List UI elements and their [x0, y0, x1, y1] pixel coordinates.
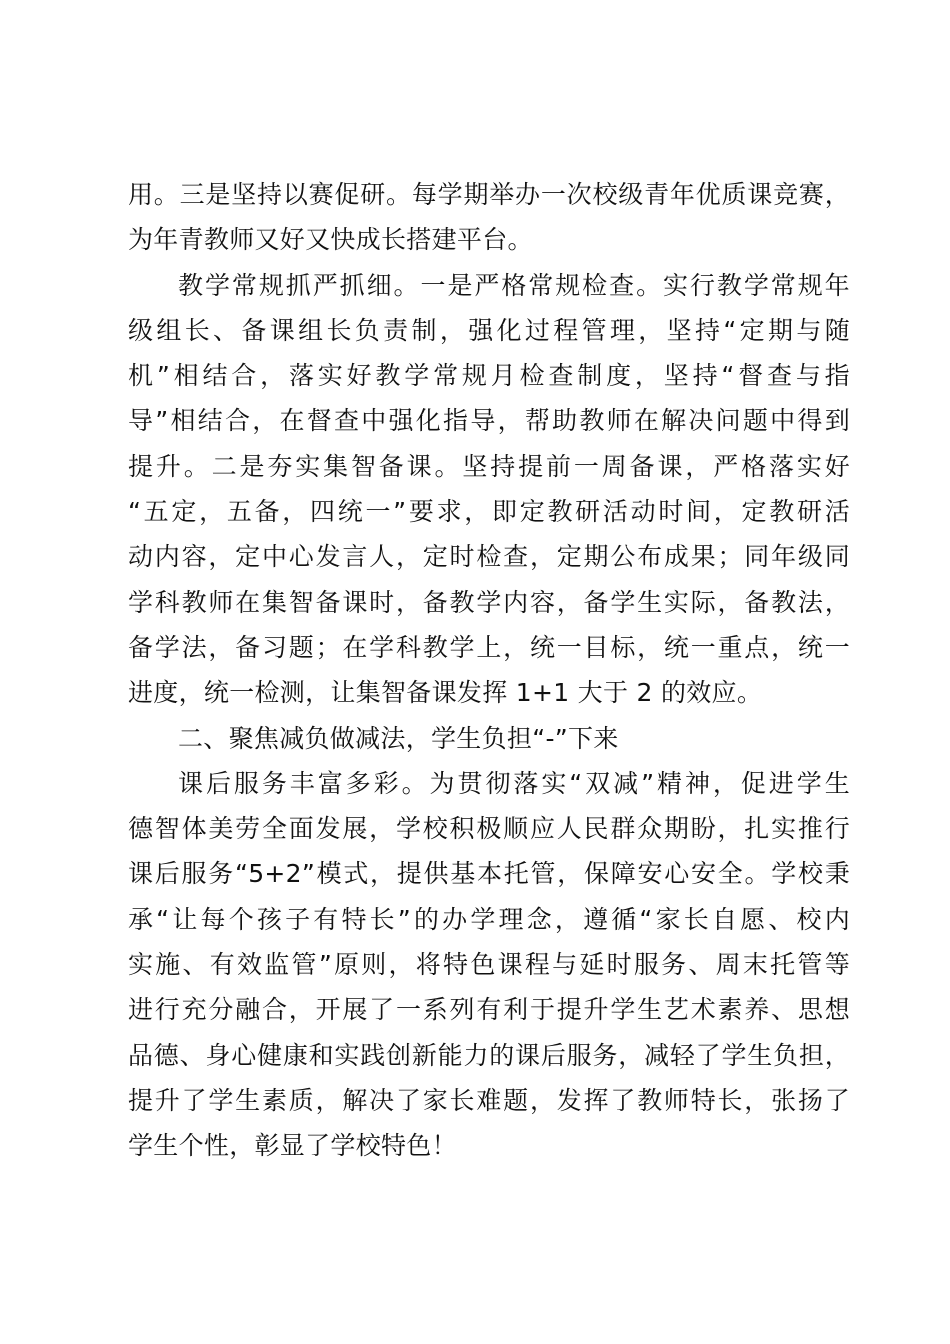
text-line: 导”相结合，在督查中强化指导，帮助教师在解决问题中得到 — [128, 406, 850, 436]
paragraph-start-line: 教学常规抓严抓细。一是严格常规检查。实行教学常规年 — [178, 270, 850, 300]
document-body — [128, 172, 850, 1169]
text-line: 实施、有效监管”原则，将特色课程与延时服务、周末托管等 — [128, 950, 850, 980]
text-line: 用。三是坚持以赛促研。每学期举办一次校级青年优质课竞赛， — [128, 180, 850, 209]
text-line: 为年青教师又好又快成长搭建平台。 — [128, 225, 533, 255]
text-line: 学科教师在集智备课时，备教学内容，备学生实际，备教法， — [128, 587, 850, 617]
text-line: 备学法，备习题；在学科教学上，统一目标，统一重点，统一 — [128, 632, 850, 662]
text-line: 德智体美劳全面发展，学校积极顺应人民群众期盼，扎实推行 — [128, 814, 850, 844]
paragraph-start-line: 二、聚焦减负做减法，学生负担“-”下来 — [178, 723, 619, 753]
paragraph-start-line: 课后服务丰富多彩。为贯彻落实“双减”精神，促进学生 — [178, 768, 850, 798]
text-line: 提升了学生素质，解决了家长难题，发挥了教师特长，张扬了 — [128, 1085, 850, 1115]
text-line: “五定，五备，四统一”要求，即定教研活动时间，定教研活 — [128, 497, 850, 527]
text-line: 进度，统一检测，让集智备课发挥 1+1 大于 2 的效应。 — [128, 678, 763, 708]
text-line: 进行充分融合，开展了一系列有利于提升学生艺术素养、思想 — [128, 995, 850, 1025]
text-line: 品德、身心健康和实践创新能力的课后服务，减轻了学生负担， — [128, 1040, 850, 1070]
text-line: 动内容，定中心发言人，定时检查，定期公布成果；同年级同 — [128, 542, 850, 572]
text-line: 级组长、备课组长负责制，强化过程管理，坚持“定期与随 — [128, 315, 850, 345]
text-line: 课后服务“5+2”模式，提供基本托管，保障安心安全。学校秉 — [128, 859, 850, 889]
text-line: 学生个性，彰显了学校特色！ — [128, 1131, 457, 1161]
text-line: 承“让每个孩子有特长”的办学理念，遵循“家长自愿、校内 — [128, 904, 850, 934]
text-line: 机”相结合，落实好教学常规月检查制度，坚持“督查与指 — [128, 361, 850, 391]
text-line: 提升。二是夯实集智备课。坚持提前一周备课，严格落实好 — [128, 451, 850, 481]
